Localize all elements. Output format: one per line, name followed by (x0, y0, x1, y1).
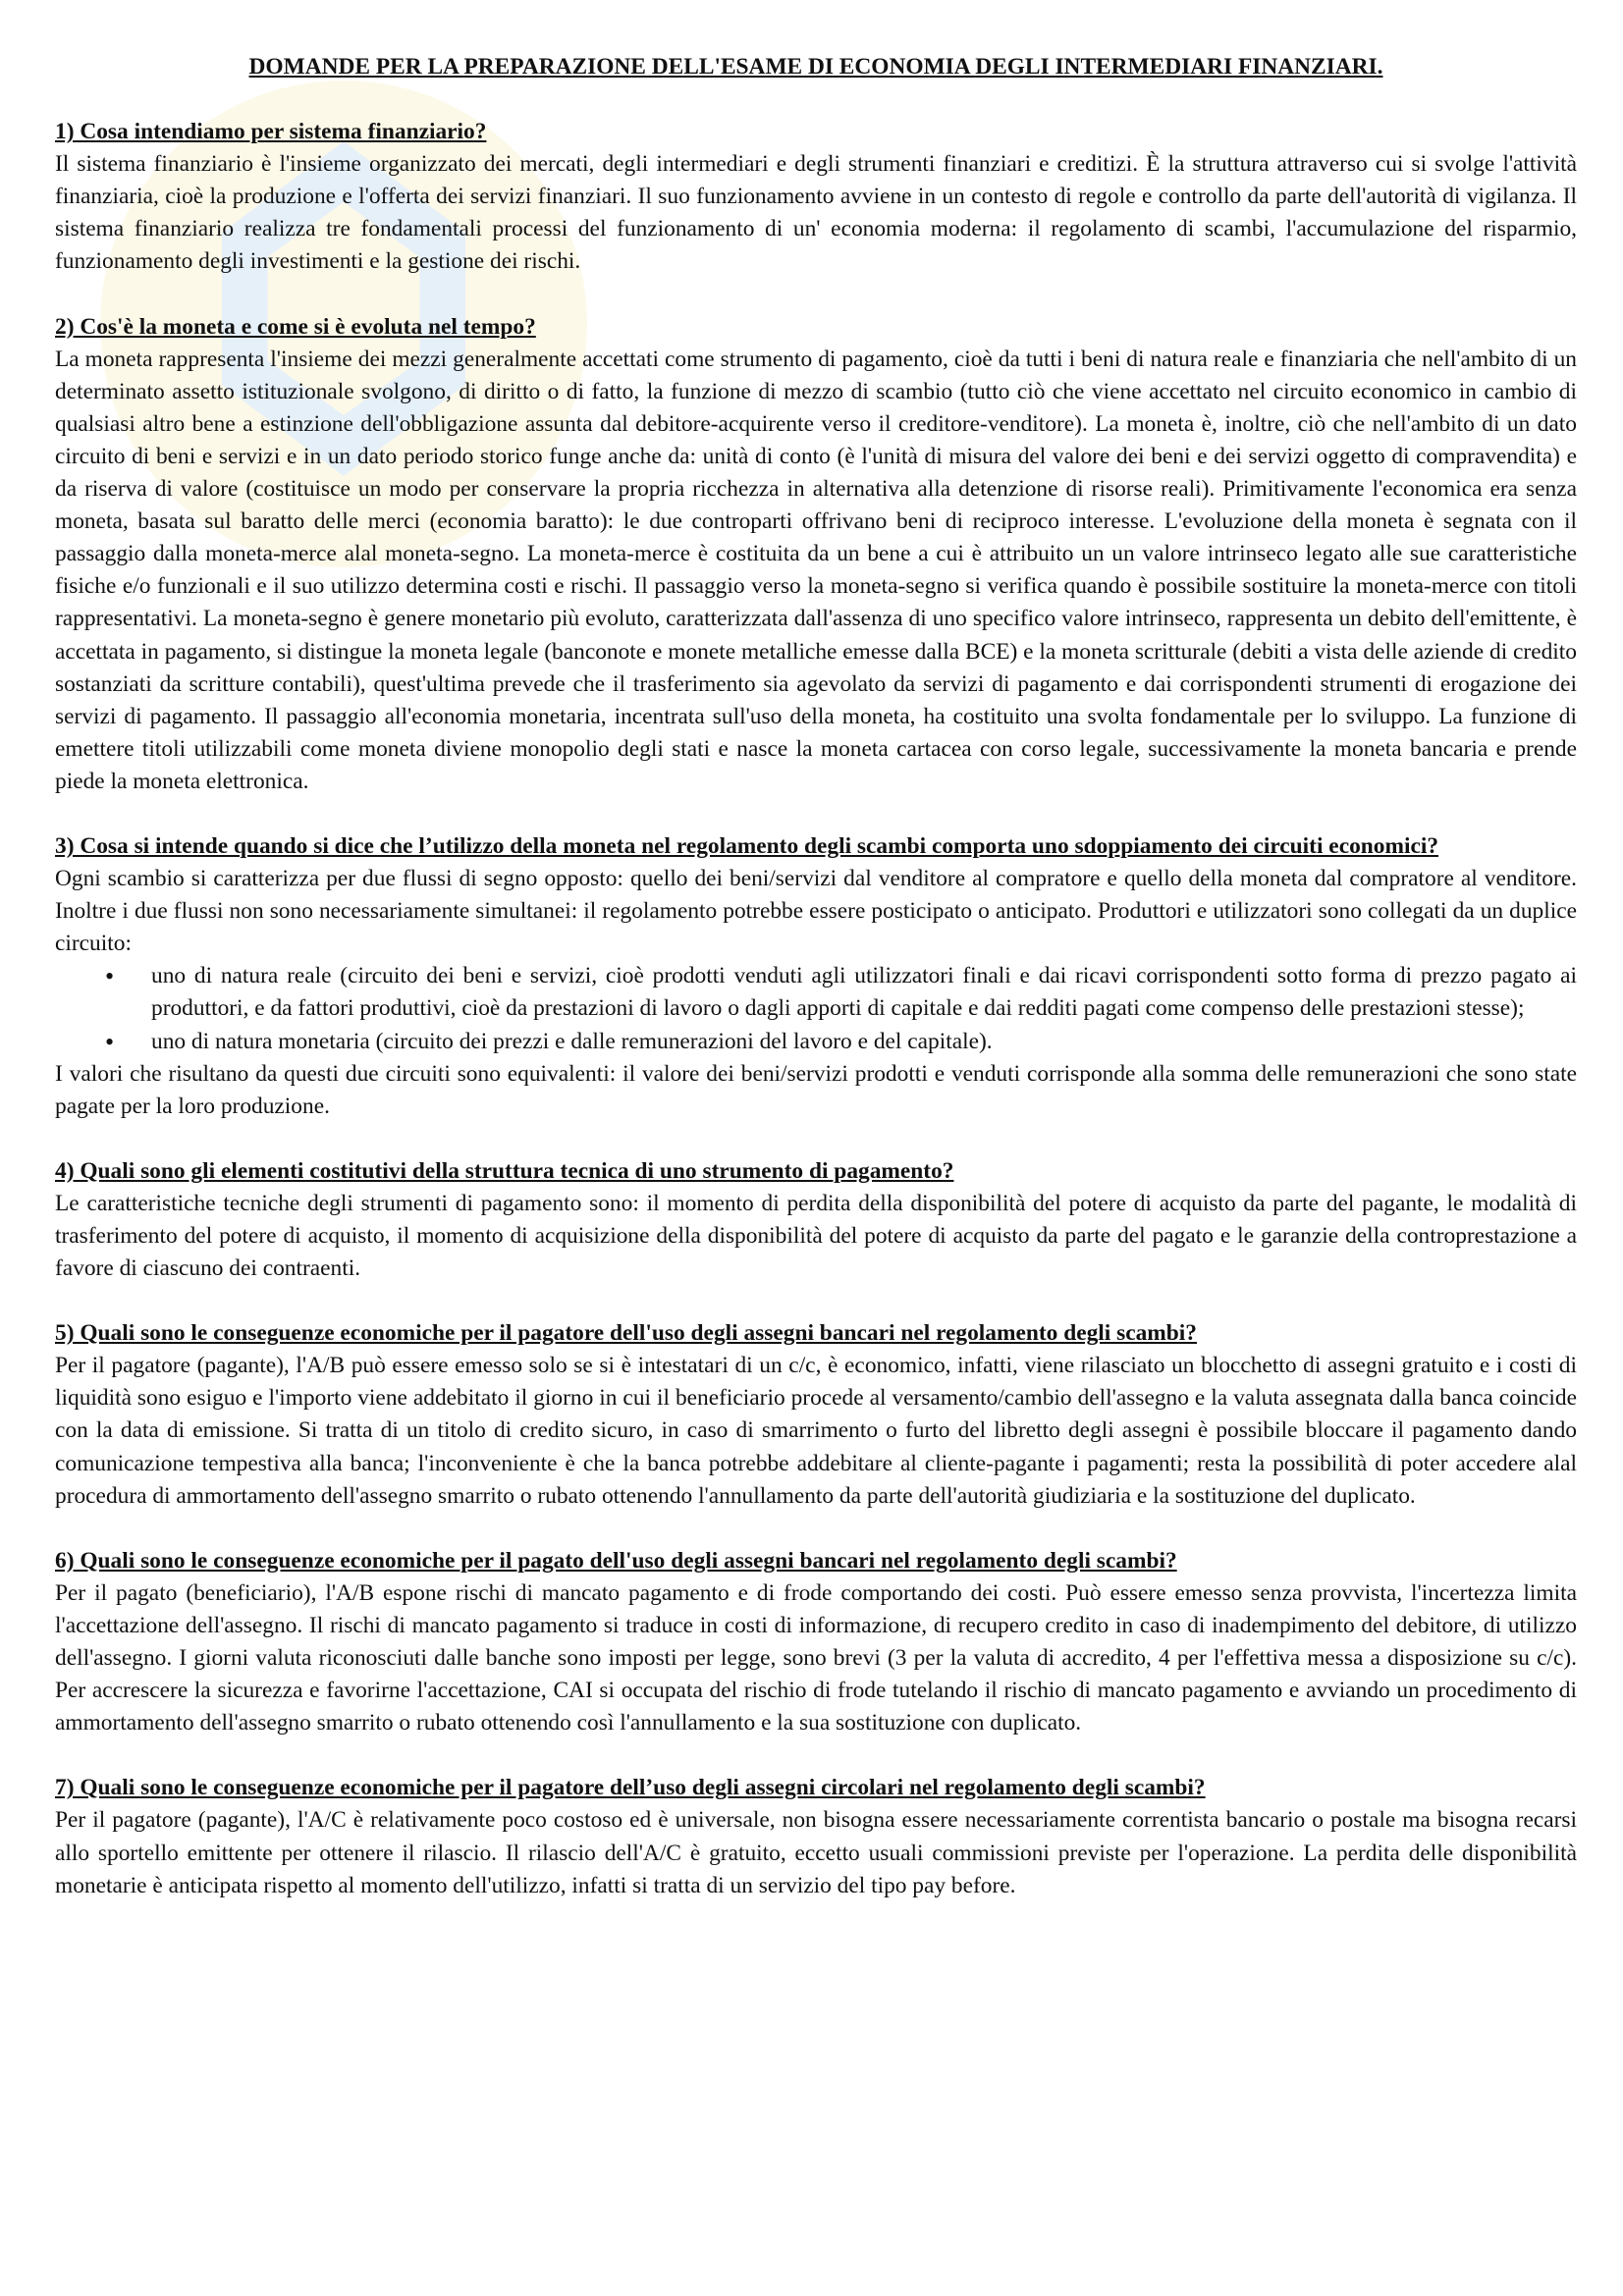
question-section-4 (55, 1155, 1577, 1285)
answer-paragraph: La moneta rappresenta l'insieme dei mezzi generalmente accettati come strumento di pagamento, cioè da tutti i beni di natura reale e finanziaria che nell'ambito di un determinato assetto istituzionale svolgono, di diritto o di fatto, la funzione di mezzo di scambio (tutto ciò che viene accettato nel circuito economico in cambio di qualsiasi altro bene a estinzione dell'obbligazione assunta dal debitore-acquirente verso il creditore-venditore). La moneta è, inoltre, ciò che nell'ambito di un dato circuito di beni e servizi e in un dato periodo storico funge anche da: unità di conto (è l'unità di misura del valore dei beni e dei servizi oggetto di compravendita) e da riserva di valore (costituisce un modo per conservare la propria ricchezza in alternativa alla detenzione di risorse reali). Primitivamente l'economica era senza moneta, basata sul baratto delle merci (economia baratto): le due controparti offrivano beni di reciproco interesse. L'evoluzione della moneta è segnata con il passaggio dalla moneta-merce alal moneta-segno. La moneta-merce è costituita da un bene a cui è attribuito un un valore intrinseco legato alle sue caratteristiche fisiche e/o funzionali e il suo utilizzo determina costi e rischi. Il passaggio verso la moneta-segno si verifica quando è possibile sostituire la moneta-merce con titoli rappresentativi. La moneta-segno è genere monetario più evoluto, caratterizzata dall'assenza di uno specifico valore intrinseco, rappresenta un debito dell'emittente, è accettata in pagamento, si distingue la moneta legale (banconote e monete metalliche emesse dalla BCE) e la moneta scritturale (debiti a vista delle aziende di credito sostanziati da scritture contabili), quest'ultima prevede che il trasferimento sia agevolato da servizi di pagamento e dai corrispondenti strumenti di erogazione dei servizi di pagamento. Il passaggio all'economia monetaria, incentrata sull'uso della moneta, ha costituito una svolta fondamentale per lo sviluppo. La funzione di emettere titoli utilizzabili come moneta diviene monopolio degli stati e nasce la moneta cartacea con corso legale, successivamente la moneta bancaria e prende piede la moneta elettronica. (55, 346, 1577, 794)
bullet-list (55, 960, 1577, 1057)
question-section-6 (55, 1545, 1577, 1740)
question-section-1 (55, 116, 1577, 278)
question-heading: 5) Quali sono le conseguenze economiche per il pagatore dell'uso degli assegni bancari nel regolamento degli scambi? (55, 1320, 1197, 1347)
bullet-item: • uno di natura reale (circuito dei beni e servizi, cioè prodotti venduti agli utilizzatori finali e dai ricavi corrispondenti sotto forma di prezzo pagato ai produttori, e da fattori produttivi, cioè da prestazioni di lavoro o dagli apporti di capitale e dai redditi pagati come compenso delle prestazioni stesse); (151, 960, 1577, 1025)
answer-paragraph: Le caratteristiche tecniche degli strumenti di pagamento sono: il momento di perdita della disponibilità del potere di acquisto da parte del pagante, le modalità di trasferimento del potere di acquisto, il momento di acquisizione della disponibilità del potere di acquisto da parte del pagato e le garanzie della controprestazione a favore di ciascuno dei contraenti. (55, 1190, 1577, 1282)
document-page (55, 51, 1577, 1935)
question-section-5 (55, 1317, 1577, 1513)
question-section-3 (55, 830, 1577, 1123)
question-section-2 (55, 311, 1577, 798)
answer-paragraph: Il sistema finanziario è l'insieme organizzato dei mercati, degli intermediari e degli strumenti finanziari e creditizi. È la struttura attraverso cui si svolge l'attività finanziaria, cioè la produzione e l'offerta dei servizi finanziari. Il suo funzionamento avviene in un contesto di regole e controllo da parte dell'autorità di vigilanza. Il sistema finanziario realizza tre fondamentali processi del funzionamento di un' economia moderna: il regolamento di scambi, l'accumulazione del risparmio, funzionamento degli investimenti e la gestione dei rischi. (55, 151, 1577, 275)
bullet-item: • uno di natura monetaria (circuito dei prezzi e dalle remunerazioni del lavoro e del capitale). (151, 1026, 1577, 1058)
question-heading: 1) Cosa intendiamo per sistema finanziario? (55, 119, 487, 145)
question-section-7 (55, 1772, 1577, 1901)
answer-paragraph: Per il pagatore (pagante), l'A/C è relativamente poco costoso ed è universale, non bisogna essere necessariamente correntista bancario o postale ma bisogna recarsi allo sportello emittente per ottenere il rilascio. Il rilascio dell'A/C è gratuito, eccetto usuali commissioni previste per l'operazione. La perdita delle disponibilità monetarie è anticipata rispetto al momento dell'utilizzo, infatti si tratta di un servizio del tipo pay before. (55, 1807, 1577, 1898)
answer-paragraph: Per il pagatore (pagante), l'A/B può essere emesso solo se si è intestatari di un c/c, è economico, infatti, viene rilasciato un blocchetto di assegni gratuito e i costi di liquidità sono esiguo e l'importo viene addebitato il giorno in cui il beneficiario procede al versamento/cambio dell'assegno e la valuta assegnata dalla banca coincide con la data di emissione. Si tratta di un titolo di credito sicuro, in caso di smarrimento o furto del libretto degli assegni è possibile bloccare il pagamento dando comunicazione tempestiva alla banca; l'inconveniente è che la banca potrebbe addebitare al cliente-pagante i pagamenti; resta la possibilità di poter accedere alal procedura di ammortamento dell'assegno smarrito o rubato ottenendo l'annullamento da parte dell'autorità giudiziaria e la sostituzione del duplicato. (55, 1353, 1577, 1509)
answer-paragraph: I valori che risultano da questi due circuiti sono equivalenti: il valore dei beni/servizi prodotti e venduti corrisponde alla somma delle remunerazioni che sono state pagate per la loro produzione. (55, 1060, 1577, 1119)
question-heading: 4) Quali sono gli elementi costitutivi della struttura tecnica di uno strumento di pagamento? (55, 1157, 954, 1184)
question-heading: 2) Cos'è la moneta e come si è evoluta nel tempo? (55, 313, 536, 340)
question-heading: 3) Cosa si intende quando si dice che l’utilizzo della moneta nel regolamento degli scambi comporta uno sdoppiamento dei circuiti economici? (55, 832, 1439, 859)
answer-paragraph: Ogni scambio si caratterizza per due flussi di segno opposto: quello dei beni/servizi dal venditore al compratore e quello della moneta dal compratore al venditore. Inoltre i due flussi non sono necessariamente simultanei: il regolamento potrebbe essere posticipato o anticipato. Produttori e utilizzatori sono collegati da un duplice circuito: (55, 866, 1577, 957)
question-heading: 7) Quali sono le conseguenze economiche per il pagatore dell’uso degli assegni circolari nel regolamento degli scambi? (55, 1775, 1206, 1801)
question-heading: 6) Quali sono le conseguenze economiche per il pagato dell'uso degli assegni bancari nel regolamento degli scambi? (55, 1547, 1177, 1574)
document-title: DOMANDE PER LA PREPARAZIONE DELL'ESAME DI ECONOMIA DEGLI INTERMEDIARI FINANZIARI. (248, 54, 1383, 80)
answer-paragraph: Per il pagato (beneficiario), l'A/B espone rischi di mancato pagamento e di frode comportando dei costi. Può essere emesso senza provvista, l'incertezza limita l'accettazione dell'assegno. Il rischi di mancato pagamento si traduce in costi di informazione, di recupero credito in caso di inadempimento del debitore, di utilizzo dell'assegno. I giorni valuta riconosciuti dalle banche sono imposti per legge, sono brevi (3 per la valuta di accredito, 4 per l'effettiva messa a disposizione su c/c). Per accrescere la sicurezza e favorirne l'accettazione, CAI si occupata del rischio di frode tutelando il rischio di mancato pagamento e avviando un procedimento di ammortamento dell'assegno smarrito o rubato ottenendo così l'annullamento e la sua sostituzione con duplicato. (55, 1579, 1577, 1736)
